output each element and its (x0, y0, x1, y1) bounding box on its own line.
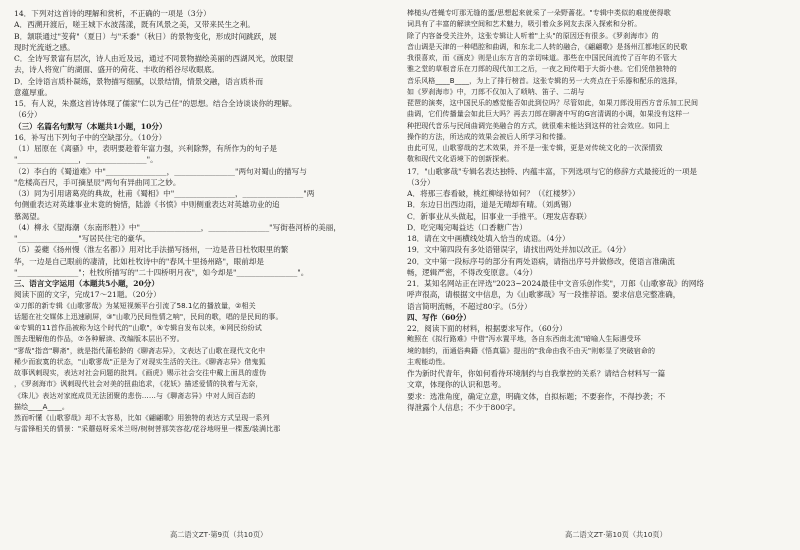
left-page (14, 8, 394, 528)
text-line: ④专辑的11首作品被称为这个时代的"山歌"，⑤专辑自发布以来，⑥网民纷纷试 (14, 324, 262, 332)
text-line: 慕渴望。 (14, 211, 45, 221)
text-line: D．全诗语言质朴凝练，景物描写细腻，以景结情，情景交融，语言质朴而 (14, 76, 264, 86)
text-line: 棒槌头/苍蝇专叮那无缝的蛋/思想起来就采了一朵野蔷花。"专辑中类似的难度使得歌 (407, 9, 671, 17)
text-line: 15．有人说，朱熹这首诗体现了儒家"仁以为己任"的思想。结合全诗谈谈你的理解。 (14, 99, 297, 108)
text-line: 16．补写出下列句子中的空缺部分。（10分） (14, 132, 167, 142)
text-line: 鲍照在《拟行路难》中借"泻水置平地，各自东西南北流"暗喻人生际遇受环 (407, 335, 641, 344)
text-line: （5）姜夔《扬州慢（淮左名都）》用对比手法描写扬州，一边是昔日杜牧眼里的繁 (14, 245, 289, 255)
text-line: 华，一边是自己眼前的凄清，比如杜牧诗中的"春风十里扬州路"，眼前却是 (14, 256, 264, 266)
text-line: 然而听懂《山歌寥哉》却不太容易，比如《翩翩歌》用独特的表达方式呈现一系列 (14, 414, 270, 422)
text-line: 19．文中第四段有多处语错误字，请找出两处并加以改正。（4分） (407, 245, 631, 255)
text-line: （6分） (14, 110, 42, 120)
text-line: 句侧重表达对英雄事业未竟的惋惜，陆游《书愤》中则侧重表达对英雄功业的追 (14, 200, 280, 210)
text-line: （4）柳永《望海潮（东南形胜）》中"________________，________________"写街巷河桥的美丽， (14, 222, 341, 232)
text-line: 14．下列对这首诗的理解和赏析，不正确的一项是（3分） (14, 9, 211, 18)
text-line: 要求：选准角度，确定立意，明确文体，自拟标题；不要套作，不得抄袭；不 (407, 391, 666, 401)
text-line: "危楼高百尺，手可摘星辰"两句有异曲同工之妙。 (14, 177, 181, 187)
text-line: 现时光流逝之感。 (14, 42, 75, 52)
text-line: 稀少而寂寞的状态，"山歌寥哉"正是为了对现实生活的关注。《聊斋志异》借鬼狐 (14, 357, 266, 366)
right-page (407, 8, 787, 528)
text-line: 由此可见，山歌寥哉的艺术效果，并不是一张专辑，更是对传统文化的一次深情致 (407, 144, 663, 152)
page-footer-right: 高二语文ZT·第10页（共10页） (565, 530, 667, 539)
text-line: "________________"；杜牧所描写的"二十四桥明月夜"，如今却是"________________"。 (14, 267, 309, 277)
text-line: （3）同为引用诸葛亮的典故，杜甫《蜀相》中"________________，________________"两 (14, 189, 315, 198)
text-line: "________________，________________"。 (14, 155, 158, 165)
text-line: 18．请在文中画横线处填入恰当的成语。（4分） (407, 234, 570, 243)
text-line: 20．文中第一段标序号的部分有两处语病，请指出序号并做修改，使语言准确流 (407, 256, 675, 266)
text-line: （2）李白的《蜀道难》中"________________，________________"两句对蜀山的描写与 (14, 166, 307, 176)
text-line: 畅，逻辑严密，不得改变原意。（4分） (407, 267, 538, 277)
text-line: A．将那三春看破，桃红柳绿待如何？（《红楼梦》） (407, 189, 580, 198)
text-line: 音乐风格____B____，为上了排行榜首。这张专辑的另一大亮点在于乐器和配乐的选择， (407, 76, 683, 85)
text-line: 阅读下面的文字，完成17～21题。（20分） (14, 290, 161, 300)
text-line: （3分） (407, 177, 435, 187)
text-line: B．颔联通过"芰荷"（夏日）与"禾黍"（秋日）的景物变化，形成时间跳跃，展 (14, 31, 277, 41)
text-line: A．西溯开渡后，嗟王城下水波荡漾，既有风景之美，又带来民生之利。 (14, 20, 255, 30)
text-line: 词具有了丰富的解读空间和艺术魅力，吸引着众多网友去深入探索和分析。 (407, 20, 642, 29)
text-line: 音山调是天津的一种唱腔和曲调，和东北二人转的融合，《翩翩歌》是扬州江都地区的民歌 (407, 42, 688, 51)
text-line: 敬和现代文化语境下的创新探索。 (407, 155, 514, 164)
text-line: D．吃完喝完喝益达（口香糖广告） (407, 222, 527, 232)
text-line: 除了内容备受关注外，这张专辑让人听着"上头"的原因还有很多。《罗刹海市》的 (407, 31, 659, 40)
text-line: 四、写作（60分） (407, 312, 471, 322)
text-line: 图去理解他的作品，⑦各种解读、改编版本层出不穷。 (14, 335, 184, 344)
text-line: 21．某知名网站正在评选"2023~2024最佳中文音乐创作奖"，刀郎《山歌寥哉》的网络 (407, 279, 705, 288)
text-line: 与雷锋相关的情景："采蘑菇呀采米兰呀/树树菩那笑容花/花谷地呀里一棵葱/装满比那 (14, 425, 281, 434)
text-line: 曲调，它们传播量会如此巨大吗？再去刀郎在聊斋中写的G宫清调的小调，如果没有这样一 (407, 110, 690, 119)
text-line: （1）屈原在《离骚》中，表明要趁着年富力强，兴利除弊，有所作为的句子是 (14, 144, 278, 153)
text-line: ，《罗刹海市》讽刺现代社会对美的扭曲追求，《花妖》描述爱情的执着与无奈， (14, 380, 263, 389)
text-line: 故事讽刺现实，表达对社会问题的批判。《画虎》赐示社会交往中戴上面具的虚伪 (14, 369, 267, 377)
text-line: B．东边日出西边雨，道是无晴却有晴。（刘禹锡） (407, 200, 576, 210)
text-line: 境的制约，而通俗典籍《悟真篇》提出的"我命由我不由天"则彰显了突破宿命的 (407, 346, 656, 355)
text-line: 17．"山歌寥哉"专辑名表达独特、内蕴丰富，下列选项与它的修辞方式最接近的一项是 (407, 166, 698, 176)
text-line: 种把现代音乐与民间曲调完美融合的方式，就很难未能达到这样的社会效应。如同上 (407, 121, 670, 130)
page-footer-left: 高二语文ZT·第9页（共10页） (170, 530, 268, 539)
text-line: 描绘____A____。 (14, 402, 69, 411)
text-line: ①刀郎的新专辑《山歌寥哉》为某短视频平台引流了58.1亿的播放量，②相关 (14, 301, 256, 310)
text-line: 得泄露个人信息；不少于800字。 (407, 402, 521, 412)
text-line: 我很喜欢，而《画皮》则是山东方言的亲切味道。那些在中国民间流传了百年的不管大 (407, 54, 677, 62)
text-line: 文章，体现你的认识和思考。 (407, 380, 506, 390)
text-line: C．全诗写景富有层次，诗人由近及远，通过不同景物描绘美丽的西湖风光，放眼望 (14, 54, 294, 63)
text-line: 意蕴厚重。 (14, 87, 52, 97)
text-line: 操作的方法，所达成的效果会被后人所学习和传播。 (407, 132, 571, 141)
text-line: 主观能动性。 (407, 357, 450, 366)
text-line: 三、语言文字运用（本题共5小题，20分） (14, 279, 159, 288)
text-line: 去，诗人将宽广的湖面、盛开的荷花、丰收的稻谷尽收眼底。 (14, 65, 220, 75)
text-line: 雅之堂的草根音乐在刀郎的现代加工之后，一夜之间传唱于大街小巷。它们凭借独特的 (407, 65, 677, 74)
text-line: 话题在社交媒体上迅速刷屏，③"山歌乃民间性情之响"，民间的歌，唱的是民间的事。 (14, 312, 283, 321)
text-line: 呼声很高，请根据文中信息，为《山歌寥哉》写一段推荐语。要求信息完整准确， (407, 290, 681, 300)
text-line: （三）名篇名句默写（本题共1小题，10分） (14, 121, 167, 131)
text-line: "寥哉"指音"聊斋"，就是指代蒲松龄的《聊斋志异》，文表达了山歌在现代文化中 (14, 346, 266, 355)
text-line: "________________"写居民住宅的豪华。 (14, 234, 151, 243)
text-line: C．新事业从头做起，旧事业一手推平。（理发店春联） (407, 211, 592, 221)
text-line: 如《罗刹海市》中，刀郎不仅加入了唢呐、笛子、二胡与 (407, 87, 585, 96)
text-line: 琵琶的演奏，这中国民乐的感觉能否如此到位吗？尽管如此，如果刀郎没用西方音乐加工民间 (407, 99, 699, 107)
text-line: 22．阅读下面的材料，根据要求写作。（60分） (407, 324, 567, 333)
text-line: 《珠儿》表达对家庭成员无法团聚的悲伤……与《聊斋志异》中对人间百态的 (14, 391, 256, 400)
text-line: 语言简明流畅，不超过80字。（5分） (407, 301, 532, 311)
text-line: 作为新时代青年，你如何看待环境制约与自我掌控的关系？请结合材料写一篇 (407, 369, 666, 378)
